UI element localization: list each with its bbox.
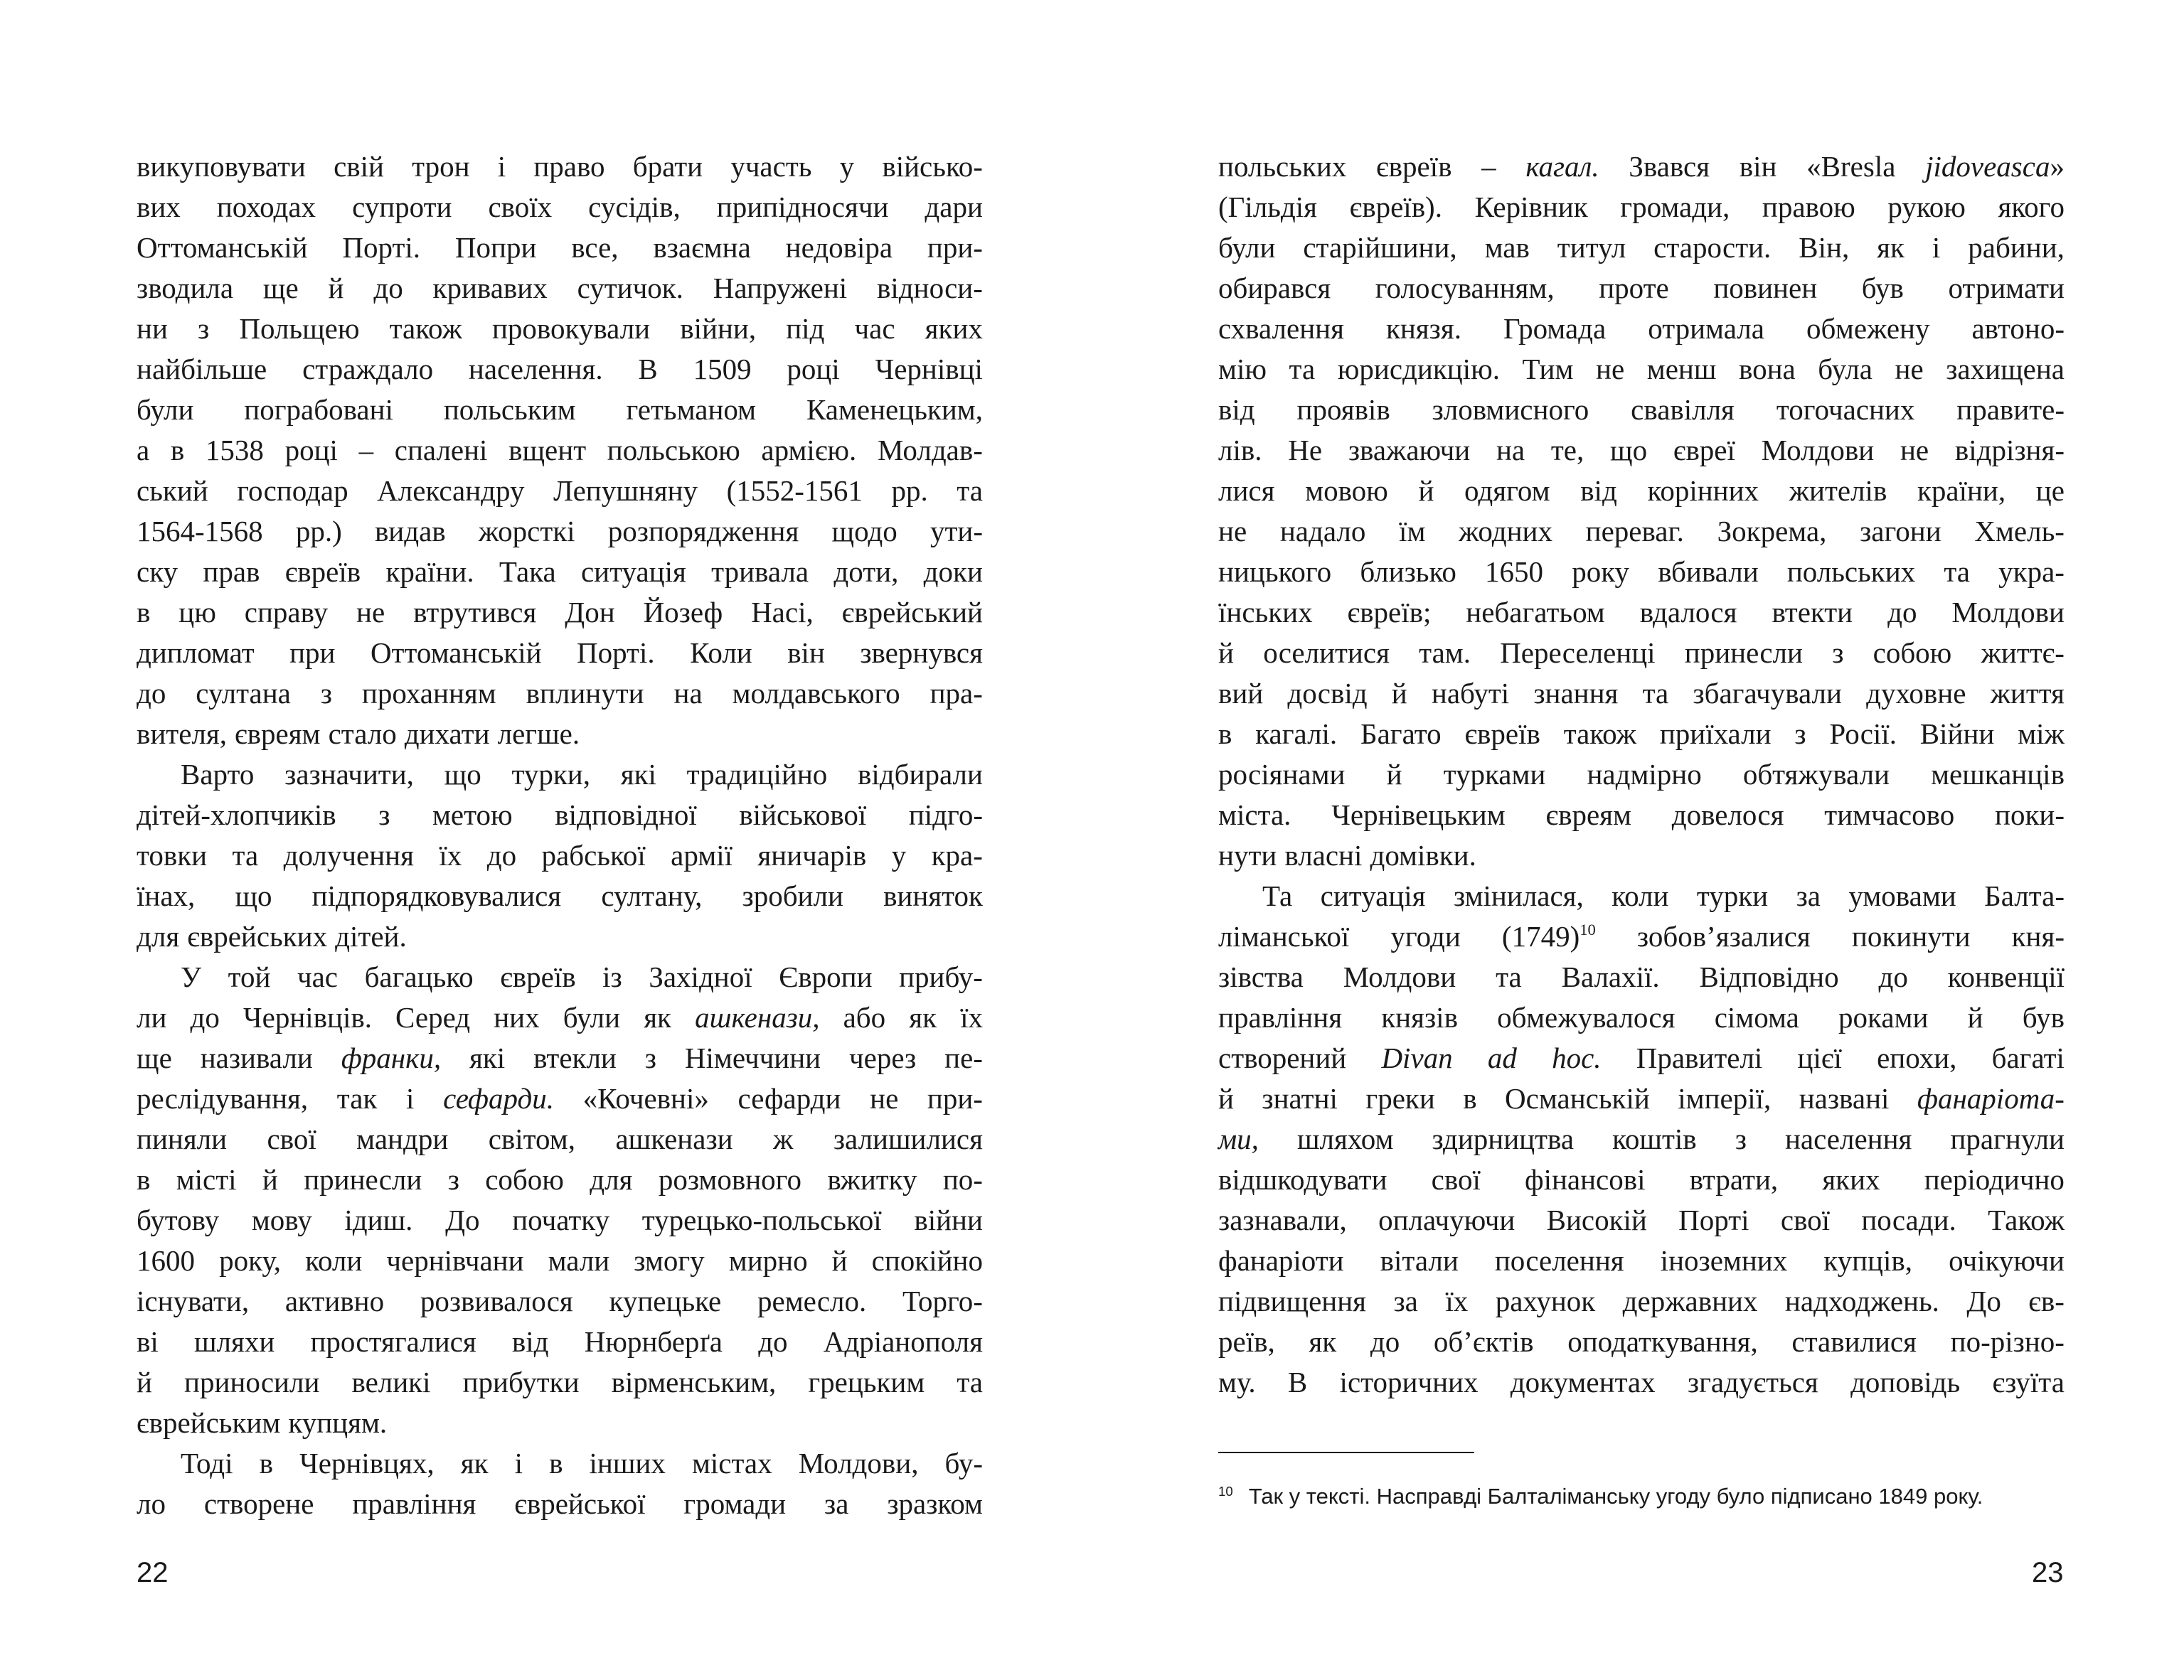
text-line: дітей-хлопчиків з метою відповідної військової підго- bbox=[137, 798, 983, 831]
text-line: зводила ще й до кривавих сутичок. Напружені відноси- bbox=[137, 272, 983, 304]
text-line: нути власні домівки. bbox=[1218, 839, 1476, 872]
text-line: підвищення за їх рахунок державних надходжень. До єв- bbox=[1218, 1285, 2065, 1317]
text-line: мію та юрисдикцію. Тим не менш вона була не захищена bbox=[1218, 353, 2065, 385]
text-line: створений Divan ad hoc. Правителі цієї епохи, багаті bbox=[1218, 1042, 2065, 1074]
text-line: ло створене правління єврейської громади за зразком bbox=[137, 1487, 983, 1520]
text-line: в місті й принесли з собою для розмовного вжитку по- bbox=[137, 1163, 983, 1196]
text-line: зазнавали, оплачуючи Високій Порті свої посади. Також bbox=[1218, 1204, 2065, 1236]
text-line: (Гільдія євреїв). Керівник громади, правою рукою якого bbox=[1218, 191, 2065, 223]
text-line: ще називали франки, які втекли з Німеччини через пе- bbox=[137, 1042, 983, 1074]
text-line: пиняли свої мандри світом, ашкенази ж залишилися bbox=[137, 1123, 983, 1155]
text-line: вих походах супроти своїх сусідів, припідносячи дари bbox=[137, 191, 983, 223]
text-line: У той час багацько євреїв із Західної Європи прибу- bbox=[181, 961, 983, 993]
text-line: були старійшини, мав титул старости. Він, як і рабини, bbox=[1218, 231, 2065, 264]
text-line: му. В історичних документах згадується доповідь єзуїта bbox=[1218, 1366, 2065, 1398]
text-line: реїв, як до об’єктів оподаткування, ставилися по-різно- bbox=[1218, 1325, 2065, 1358]
text-line: ми, шляхом здирництва коштів з населення прагнули bbox=[1218, 1123, 2065, 1155]
text-line: вителя, євреям стало дихати легше. bbox=[137, 717, 580, 750]
text-line: ський господар Александру Лепушняну (1552-1561 рр. та bbox=[137, 474, 983, 507]
right-page-number: 23 bbox=[2032, 1557, 2064, 1588]
footnote bbox=[1218, 1477, 2065, 1511]
text-line: для єврейських дітей. bbox=[137, 920, 407, 953]
text-line: найбільше страждало населення. В 1509 році Чернівці bbox=[137, 353, 983, 385]
text-line: їнських євреїв; небагатьом вдалося втекти до Молдови bbox=[1218, 596, 2065, 628]
text-line: не надало їм жодних переваг. Зокрема, загони Хмель- bbox=[1218, 515, 2065, 547]
text-line: а в 1538 році – спалені вщент польською армією. Молдав- bbox=[137, 434, 983, 466]
text-line: лів. Не зважаючи на те, що євреї Молдови не відрізня- bbox=[1218, 434, 2065, 466]
text-line: 1564-1568 рр.) видав жорсткі розпорядження щодо ути- bbox=[137, 515, 983, 547]
text-line: дипломат при Оттоманській Порті. Коли він звернувся bbox=[137, 636, 983, 669]
text-line: існувати, активно розвивалося купецьке ремесло. Торго- bbox=[137, 1285, 983, 1317]
text-line: й приносили великі прибутки вірменським, грецьким та bbox=[137, 1366, 983, 1398]
text-line: й оселитися там. Переселенці принесли з собою життє- bbox=[1218, 636, 2065, 669]
text-line: Варто зазначити, що турки, які традиційно відбирали bbox=[181, 758, 983, 791]
text-line: єврейським купцям. bbox=[137, 1406, 388, 1439]
text-line: 1600 року, коли чернівчани мали змогу мирно й спокійно bbox=[137, 1244, 983, 1277]
text-line: Та ситуація змінилася, коли турки за умовами Балта- bbox=[1262, 879, 2065, 912]
text-line: Тоді в Чернівцях, як і в інших містах Молдови, бу- bbox=[181, 1447, 983, 1480]
text-line: викуповувати свій трон і право брати участь у військо- bbox=[137, 150, 983, 183]
footnote-separator bbox=[1218, 1452, 1474, 1453]
text-line: ліманської угоди (1749)$^{10}$ зобов’язалися покинути кня- bbox=[1218, 920, 2065, 953]
text-line: від проявів зловмисного свавілля тогочасних правите- bbox=[1218, 393, 2065, 426]
text-line: товки та долучення їх до рабської армії яничарів у кра- bbox=[137, 839, 983, 872]
text-line: ску прав євреїв країни. Така ситуація тривала доти, доки bbox=[137, 555, 983, 588]
text-line: в цю справу не втрутився Дон Йозеф Насі, єврейський bbox=[137, 596, 983, 628]
text-line: ницького близько 1650 року вбивали польських та укра- bbox=[1218, 555, 2065, 588]
text-line: лися мовою й одягом від корінних жителів країни, це bbox=[1218, 474, 2065, 507]
text-line: схвалення князя. Громада отримала обмежену автоно- bbox=[1218, 312, 2065, 345]
text-line: правління князів обмежувалося сімома роками й був bbox=[1218, 1001, 2065, 1034]
text-line: міста. Чернівецьким євреям довелося тимчасово поки- bbox=[1218, 798, 2065, 831]
text-line: бутову мову ідиш. До початку турецько-польської війни bbox=[137, 1204, 983, 1236]
text-line: ни з Польщею також провокували війни, під час яких bbox=[137, 312, 983, 345]
text-line: відшкодувати свої фінансові втрати, яких періодично bbox=[1218, 1163, 2065, 1196]
text-line: росіянами й турками надмірно обтяжували мешканців bbox=[1218, 758, 2065, 791]
text-line: фанаріоти вітали поселення іноземних купців, очікуючи bbox=[1218, 1244, 2065, 1277]
text-line: й знатні греки в Османській імперії, названі фанаріота- bbox=[1218, 1082, 2065, 1115]
text-line: польських євреїв – кагал. Звався він «Bresla jidoveasca» bbox=[1218, 150, 2065, 183]
left-page-number: 22 bbox=[137, 1557, 169, 1588]
text-line: їнах, що підпорядковувалися султану, зробили виняток bbox=[137, 879, 983, 912]
text-line: ли до Чернівців. Серед них були як ашкенази, або як їх bbox=[137, 1001, 983, 1034]
text-line: були пограбовані польським гетьманом Каменецьким, bbox=[137, 393, 983, 426]
footnote-text: Так у тексті. Насправді Балталіманську угоду було підписано 1849 року. bbox=[1248, 1484, 1983, 1509]
left-page-body-text bbox=[137, 146, 983, 1524]
text-line: в кагалі. Багато євреїв також приїхали з Росії. Війни між bbox=[1218, 717, 2065, 750]
text-line: обирався голосуванням, проте повинен був отримати bbox=[1218, 272, 2065, 304]
text-line: вий досвід й набуті знання та збагачували духовне життя bbox=[1218, 677, 2065, 710]
text-line: ві шляхи простягалися від Нюрнберґа до Адріанополя bbox=[137, 1325, 983, 1358]
text-line: зівства Молдови та Валахії. Відповідно до конвенції bbox=[1218, 961, 2065, 993]
right-page-body-text bbox=[1218, 146, 2065, 1403]
right-page bbox=[1092, 0, 2184, 1680]
footnote-mark: 10 bbox=[1218, 1484, 1233, 1499]
text-line: до султана з проханням вплинути на молдавського пра- bbox=[137, 677, 983, 710]
text-line: Оттоманській Порті. Попри все, взаємна недовіра при- bbox=[137, 231, 983, 264]
text-line: реслідування, так і сефарди. «Кочевні» сефарди не при- bbox=[137, 1082, 983, 1115]
